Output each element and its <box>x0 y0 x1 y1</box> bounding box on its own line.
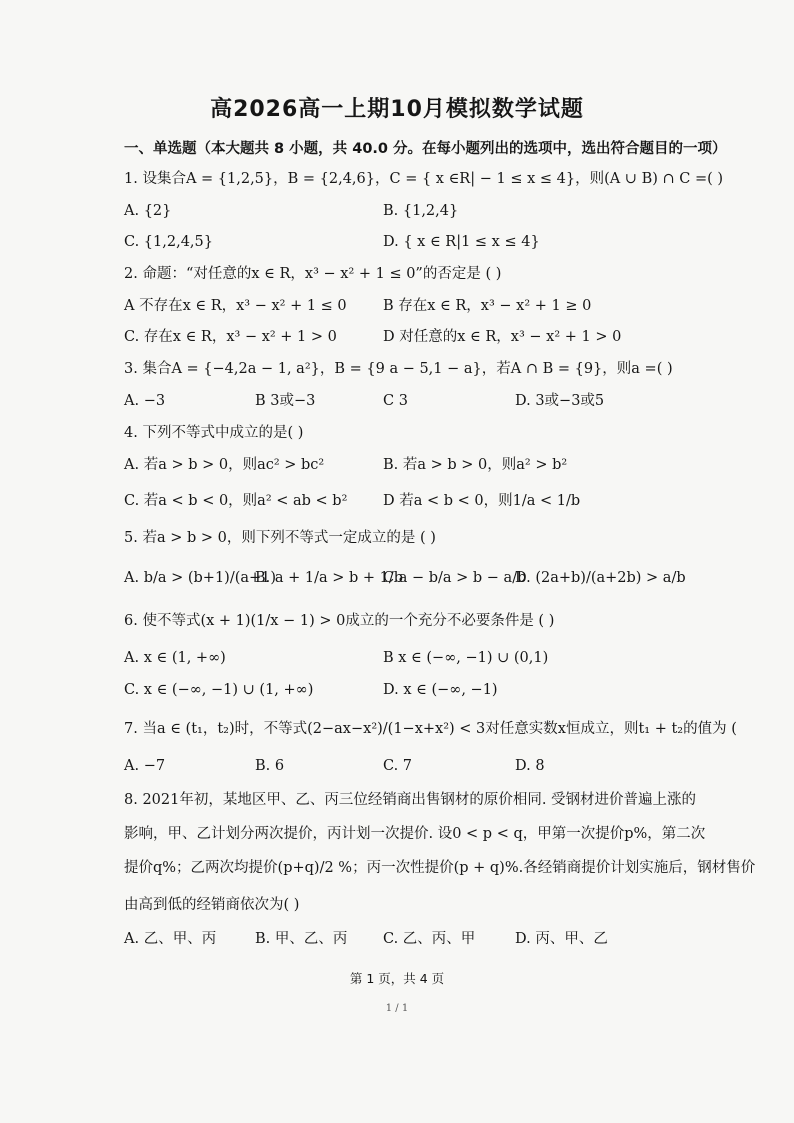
page-footer: 第 1 页，共 4 页 <box>349 971 445 986</box>
question-2-option-b: B 存在x ∈ R，x³ − x² + 1 ≥ 0 <box>383 298 592 314</box>
question-2-option-a: A 不存在x ∈ R，x³ − x² + 1 ≤ 0 <box>124 298 347 314</box>
question-8-line-4: 由高到低的经销商依次为( ) <box>124 897 300 913</box>
question-1-option-d: D. { x ∈ R|1 ≤ x ≤ 4} <box>383 234 540 250</box>
question-6-option-a: A. x ∈ (1, +∞) <box>124 650 226 666</box>
question-4-stem: 4. 下列不等式中成立的是( ) <box>124 425 304 441</box>
question-7-option-c: C. 7 <box>383 758 413 774</box>
question-8-option-d: D. 丙、甲、乙 <box>515 931 608 947</box>
question-5-option-c: C a − b/a > b − a/b <box>383 570 527 586</box>
question-7-option-a: A. −7 <box>124 758 166 774</box>
question-8-line-1: 8. 2021年初，某地区甲、乙、丙三位经销商出售钢材的原价相同. 受钢材进价普遍上涨的 <box>124 792 697 808</box>
question-3-option-c: C 3 <box>383 393 408 409</box>
question-8-option-a: A. 乙、甲、丙 <box>124 931 217 947</box>
question-4-option-d: D 若a < b < 0，则1/a < 1/b <box>383 493 581 509</box>
question-7-stem: 7. 当a ∈ (t₁，t₂)时，不等式(2−ax−x²)/(1−x+x²) < 3对任意实数x恒成立，则t₁ + t₂的值为 ( <box>124 721 737 737</box>
question-7-option-b: B. 6 <box>255 758 285 774</box>
question-1-option-c: C. {1,2,4,5} <box>124 234 213 250</box>
question-6-option-d: D. x ∈ (−∞, −1) <box>383 682 498 698</box>
question-3-option-d: D. 3或−3或5 <box>515 393 605 409</box>
question-5-option-a: A. b/a > (b+1)/(a+1) <box>124 570 277 586</box>
question-5-option-d: D. (2a+b)/(a+2b) > a/b <box>515 570 686 586</box>
question-3-option-b: B 3或−3 <box>255 393 316 409</box>
question-1-option-a: A. {2} <box>124 203 172 219</box>
question-7-option-d: D. 8 <box>515 758 545 774</box>
question-6-option-c: C. x ∈ (−∞, −1) ∪ (1, +∞) <box>124 682 314 698</box>
question-8-line-2: 影响，甲、乙计划分两次提价，丙计划一次提价. 设0 < p < q，甲第一次提价p%，第二次 <box>124 826 706 842</box>
section-header: 一、单选题（本大题共 8 小题，共 40.0 分。在每小题列出的选项中，选出符合题目的一项） <box>124 141 727 157</box>
question-4-option-a: A. 若a > b > 0，则ac² > bc² <box>124 457 325 473</box>
question-2-option-d: D 对任意的x ∈ R，x³ − x² + 1 > 0 <box>383 329 622 345</box>
exam-title: 高2026高一上期10月模拟数学试题 <box>210 97 584 122</box>
question-2-stem: 2. 命题：“对任意的x ∈ R，x³ − x² + 1 ≤ 0”的否定是 ( ) <box>124 266 502 282</box>
question-8-option-c: C. 乙、丙、甲 <box>383 931 476 947</box>
question-2-option-c: C. 存在x ∈ R，x³ − x² + 1 > 0 <box>124 329 337 345</box>
question-3-stem: 3. 集合A = {−4,2a − 1, a²}，B = {9 a − 5,1 − a}，若A ∩ B = {9}，则a =( ) <box>124 361 673 377</box>
question-5-stem: 5. 若a > b > 0，则下列不等式一定成立的是 ( ) <box>124 530 436 546</box>
question-8-option-b: B. 甲、乙、丙 <box>255 931 348 947</box>
question-8-line-3: 提价q%；乙两次均提价(p+q)/2 %；丙一次性提价(p + q)%.各经销商提价计划实施后，钢材售价 <box>124 860 756 876</box>
question-1-option-b: B. {1,2,4} <box>383 203 459 219</box>
question-1-stem: 1. 设集合A = {1,2,5}，B = {2,4,6}，C = { x ∈R| − 1 ≤ x ≤ 4}，则(A ∪ B) ∩ C =( ) <box>124 171 724 187</box>
question-4-option-c: C. 若a < b < 0，则a² < ab < b² <box>124 493 348 509</box>
page-footer-small: 1 / 1 <box>385 1003 409 1014</box>
question-5-option-b: B. a + 1/a > b + 1/b <box>255 570 404 586</box>
question-4-option-b: B. 若a > b > 0，则a² > b² <box>383 457 568 473</box>
question-6-stem: 6. 使不等式(x + 1)(1/x − 1) > 0成立的一个充分不必要条件是 ( ) <box>124 613 555 629</box>
question-3-option-a: A. −3 <box>124 393 166 409</box>
question-6-option-b: B x ∈ (−∞, −1) ∪ (0,1) <box>383 650 549 666</box>
